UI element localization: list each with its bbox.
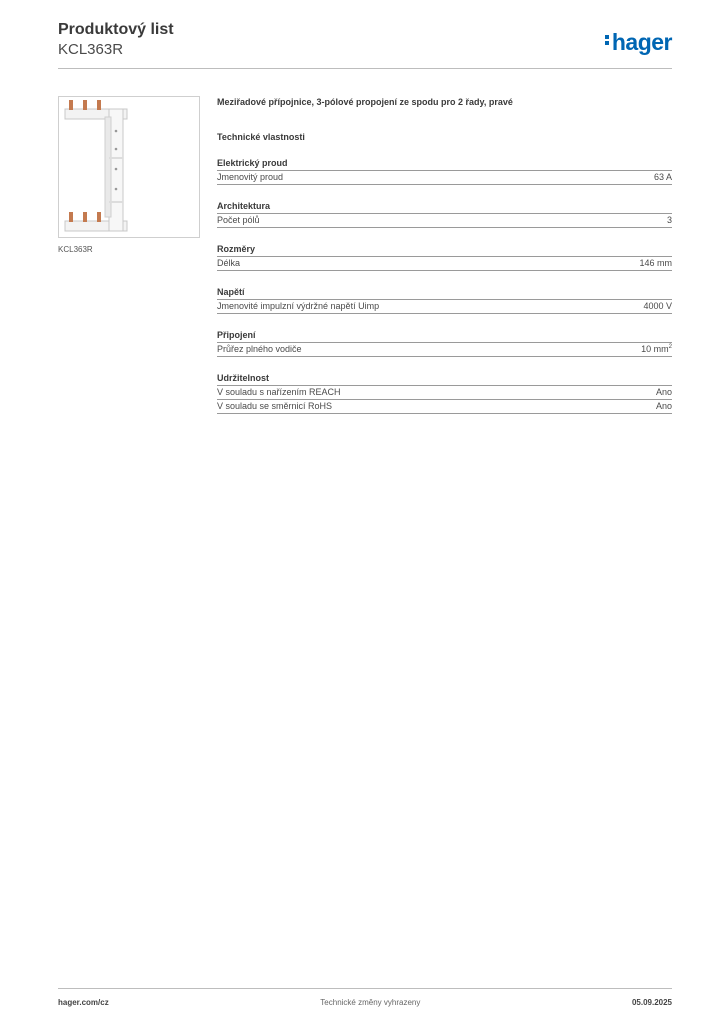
hager-logo	[605, 30, 672, 54]
logo-text: hager	[611, 29, 672, 55]
spec-group-connection	[217, 329, 672, 357]
footer-disclaimer: Technické změny vyhrazeny	[320, 998, 421, 1007]
header-divider	[58, 68, 672, 69]
spec-group-title: Rozměry	[217, 243, 672, 257]
spec-row	[217, 400, 672, 414]
footer-divider	[58, 988, 672, 989]
spec-value: 3	[666, 215, 672, 225]
page-footer	[58, 998, 672, 1007]
spec-row	[217, 343, 672, 357]
spec-value-number: 10 mm	[641, 344, 669, 354]
busbar-illustration-icon	[59, 97, 199, 237]
spec-label: V souladu se směrnicí RoHS	[217, 401, 333, 411]
spec-group-electrical-current	[217, 157, 672, 185]
image-caption: KCL363R	[58, 245, 93, 254]
spec-group-architecture	[217, 200, 672, 228]
spec-row	[217, 386, 672, 400]
spec-label: Jmenovitý proud	[217, 172, 284, 182]
spec-row	[217, 300, 672, 314]
spec-label: Jmenovité impulzní výdržné napětí Uimp	[217, 301, 380, 311]
spec-value: 63 A	[653, 172, 672, 182]
spec-row	[217, 257, 672, 271]
spec-group-sustainability	[217, 372, 672, 414]
page-header	[58, 20, 174, 59]
spec-group-title: Architektura	[217, 200, 672, 214]
spec-group-voltage	[217, 286, 672, 314]
product-description: Meziřadové přípojnice, 3-pólové propojení ze spodu pro 2 řady, pravé	[217, 97, 513, 107]
product-code: KCL363R	[58, 41, 124, 58]
spec-value	[641, 343, 672, 356]
spec-row	[217, 214, 672, 228]
spec-group-dimensions	[217, 243, 672, 271]
footer-website-link[interactable]: hager.com/cz	[58, 998, 109, 1007]
logo-dots-icon	[605, 33, 610, 47]
unit-superscript: 2	[668, 344, 672, 350]
product-image	[58, 96, 200, 238]
spec-value: Ano	[655, 387, 672, 397]
spec-group-title: Připojení	[217, 329, 672, 343]
spec-row	[217, 171, 672, 185]
specs-heading: Technické vlastnosti	[217, 132, 305, 142]
spec-label: Počet pólů	[217, 215, 260, 225]
spec-value: 4000 V	[643, 301, 672, 311]
spec-group-title: Elektrický proud	[217, 157, 672, 171]
spec-value: Ano	[655, 401, 672, 411]
spec-group-title: Udržitelnost	[217, 372, 672, 386]
spec-label: Délka	[217, 258, 241, 268]
spec-value: 146 mm	[639, 258, 672, 268]
spec-label: Průřez plného vodiče	[217, 344, 302, 354]
document-type: Produktový list	[58, 21, 174, 38]
spec-label: V souladu s nařízením REACH	[217, 387, 341, 397]
product-details	[217, 96, 672, 414]
footer-date: 05.09.2025	[631, 998, 672, 1007]
spec-group-title: Napětí	[217, 286, 672, 300]
